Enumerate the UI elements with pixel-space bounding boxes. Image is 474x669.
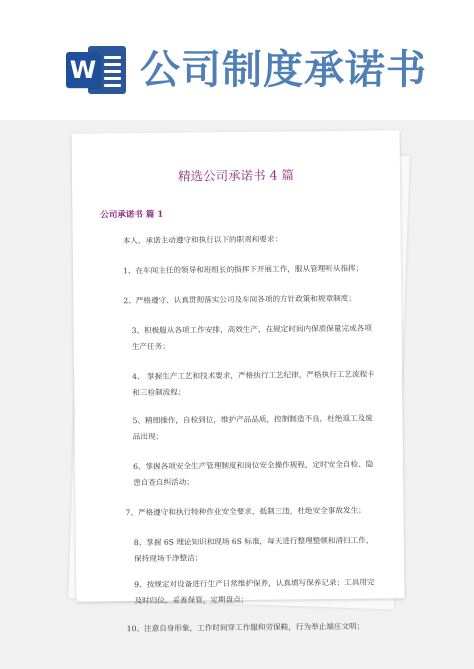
section-title: 公司承诺书 篇 1 bbox=[100, 209, 164, 221]
doc-line bbox=[104, 56, 121, 59]
document-title: 精选公司承诺书 4 篇 bbox=[177, 167, 295, 184]
intro-paragraph: 本人，承诺主动遵守和执行以下的职责和要求： bbox=[122, 234, 283, 246]
word-icon bbox=[64, 42, 128, 98]
doc-line bbox=[104, 77, 121, 80]
clause-5 bbox=[118, 411, 376, 446]
clause-2: 2、严格遵守、认真贯彻落实公司及车间各项的方针政策和规章制度； bbox=[123, 293, 356, 306]
clause-5-text: 5、精细操作，自检到位，维护产品品质，控制制造不良，杜绝返工及废品出现； bbox=[132, 413, 373, 442]
clause-6-text: 6、掌握各项安全生产管理制度和岗位安全操作规程，定时安全自检、隐患自查自纠活动； bbox=[133, 459, 374, 488]
clause-4-text: 4、 掌握生产工艺和技术要求，严格执行工艺纪律，严格执行工艺流程卡和三检制流程； bbox=[132, 369, 375, 398]
banner bbox=[0, 0, 474, 120]
clause-6 bbox=[119, 457, 377, 492]
clause-1: 1、在车间主任的领导和班组长的指挥下开展工作，服从管理听从指挥； bbox=[122, 263, 364, 276]
clause-10: 10、注意自身形象，工作时间穿工作服和劳保鞋，行为举止端庄文明； bbox=[126, 621, 365, 634]
clause-9 bbox=[120, 575, 378, 610]
clause-7: 7、严格遵守和执行特种作业安全要求，抵制三违，杜绝安全事故发生； bbox=[125, 505, 366, 518]
clause-3-text: 3、积极服从各项工作安排，高效生产，在规定时间内保质保量完成各项生产任务； bbox=[131, 323, 372, 352]
clause-3 bbox=[118, 321, 376, 356]
document-page bbox=[72, 130, 405, 634]
doc-line bbox=[104, 70, 121, 73]
doc-line bbox=[104, 84, 121, 87]
clause-8 bbox=[120, 533, 378, 568]
clause-4 bbox=[118, 367, 376, 402]
word-letter-tile: W bbox=[66, 52, 100, 88]
clause-9-text: 9、按规定对设备进行生产日常维护保养，认真填写保养记录；工具用完及时归位，妥善保管，定期盘点； bbox=[134, 577, 375, 606]
clause-8-text: 8、掌握 6S 理论知识和现场 6S 标准，每天进行整理整顿和清扫工作，保持现场干净整洁； bbox=[133, 535, 374, 564]
banner-title: 公司制度承诺书 bbox=[140, 47, 427, 93]
doc-line bbox=[104, 63, 121, 66]
